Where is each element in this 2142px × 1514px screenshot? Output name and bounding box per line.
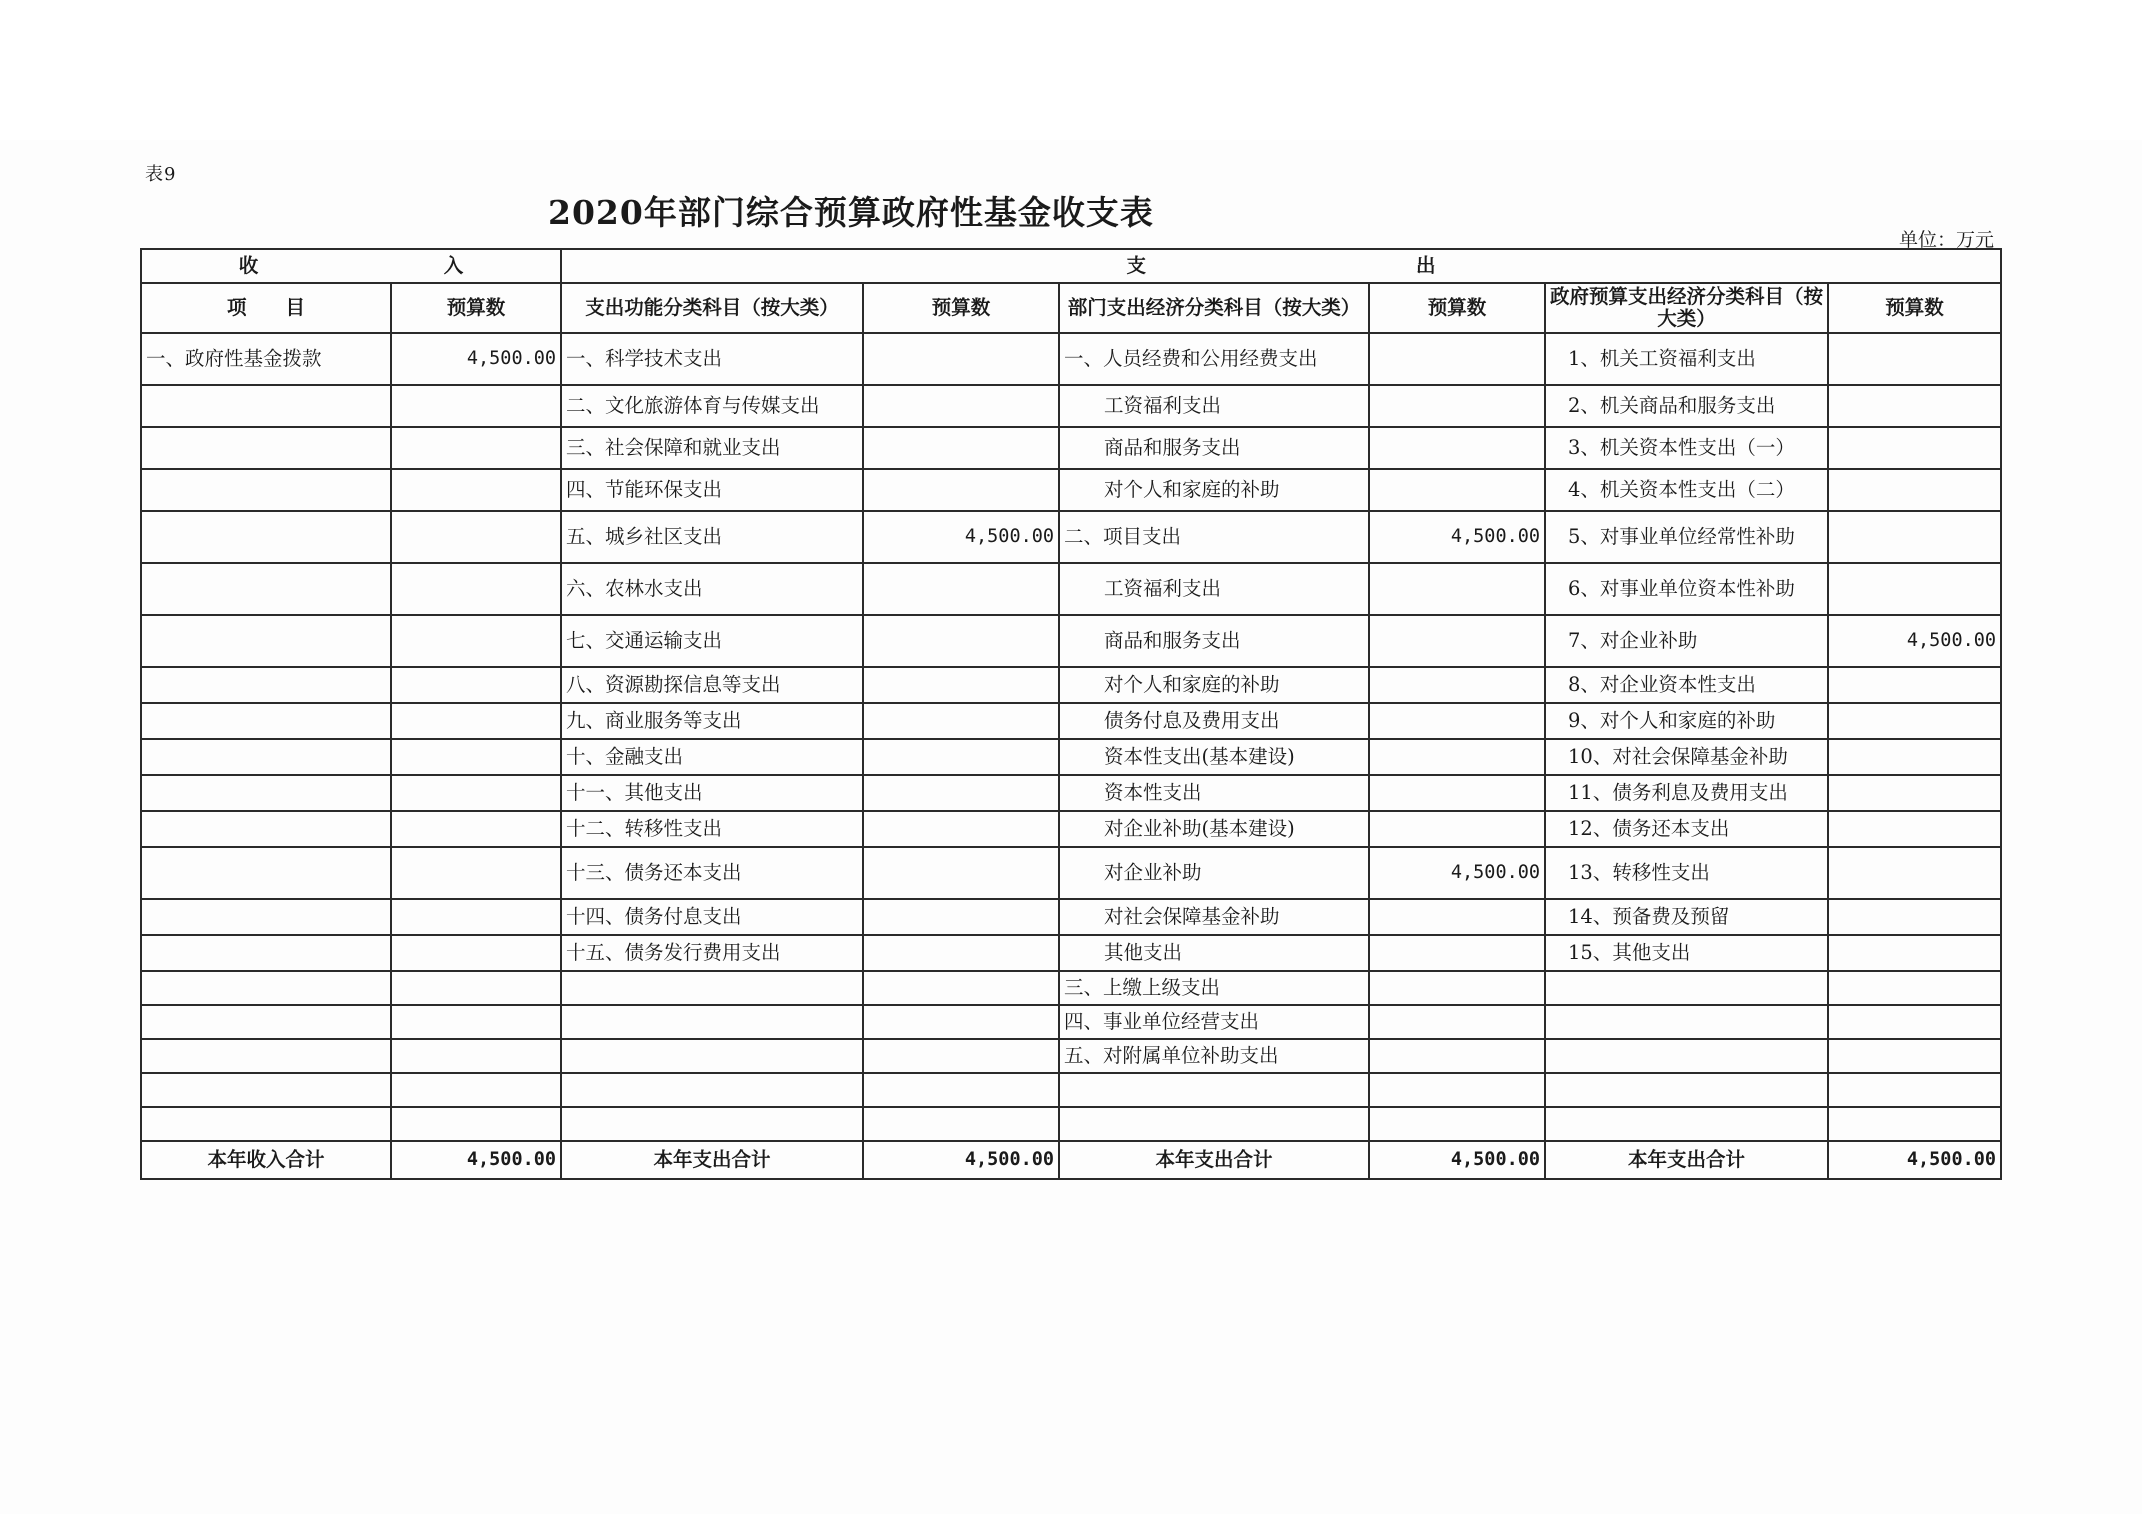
item-cell: 六、农林水支出 <box>561 563 863 615</box>
table-row <box>141 333 2001 385</box>
table-number: 表9 <box>145 164 177 185</box>
amount-cell <box>391 739 561 775</box>
amount-cell <box>391 935 561 971</box>
amount-cell: 4,500.00 <box>863 511 1059 563</box>
item-cell: 11、债务利息及费用支出 <box>1545 775 1828 811</box>
item-cell <box>1059 1073 1369 1107</box>
item-cell <box>1545 1073 1828 1107</box>
amount-cell <box>1828 469 2001 511</box>
table-row <box>141 1005 2001 1039</box>
item-cell: 7、对企业补助 <box>1545 615 1828 667</box>
amount-cell <box>391 469 561 511</box>
amount-cell <box>1828 385 2001 427</box>
item-cell <box>141 427 391 469</box>
amount-cell <box>1369 469 1545 511</box>
scan-top-margin <box>0 0 2142 140</box>
budget-table <box>140 248 2002 1180</box>
item-cell: 三、上缴上级支出 <box>1059 971 1369 1005</box>
header-cell: 预算数 <box>863 283 1059 333</box>
amount-cell <box>391 811 561 847</box>
amount-cell <box>863 703 1059 739</box>
amount-cell <box>1828 899 2001 935</box>
amount-cell <box>863 427 1059 469</box>
item-cell: 3、机关资本性支出（一） <box>1545 427 1828 469</box>
table-row <box>141 511 2001 563</box>
amount-cell <box>1828 1005 2001 1039</box>
item-cell <box>1545 1005 1828 1039</box>
amount-cell <box>391 563 561 615</box>
item-cell <box>1545 1107 1828 1141</box>
item-cell <box>141 1005 391 1039</box>
amount-cell <box>863 333 1059 385</box>
item-cell: 一、科学技术支出 <box>561 333 863 385</box>
item-cell: 十三、债务还本支出 <box>561 847 863 899</box>
amount-cell <box>863 385 1059 427</box>
band-row <box>141 249 2001 283</box>
amount-cell <box>863 1073 1059 1107</box>
amount-cell <box>1369 935 1545 971</box>
header-cell: 政府预算支出经济分类科目（按大类） <box>1545 283 1828 333</box>
item-cell <box>141 703 391 739</box>
item-cell: 商品和服务支出 <box>1059 427 1369 469</box>
amount-cell <box>1828 703 2001 739</box>
item-cell: 五、对附属单位补助支出 <box>1059 1039 1369 1073</box>
amount-cell <box>1369 563 1545 615</box>
table-row <box>141 811 2001 847</box>
amount-cell <box>1369 1039 1545 1073</box>
amount-cell <box>1369 667 1545 703</box>
amount-cell <box>863 775 1059 811</box>
item-cell: 十四、债务付息支出 <box>561 899 863 935</box>
total-label-cell: 本年支出合计 <box>561 1141 863 1179</box>
amount-cell: 4,500.00 <box>1828 615 2001 667</box>
amount-cell <box>391 667 561 703</box>
item-cell: 一、人员经费和公用经费支出 <box>1059 333 1369 385</box>
item-cell: 一、政府性基金拨款 <box>141 333 391 385</box>
amount-cell <box>863 563 1059 615</box>
header-cell: 预算数 <box>1828 283 2001 333</box>
item-cell: 对个人和家庭的补助 <box>1059 469 1369 511</box>
amount-cell <box>1369 427 1545 469</box>
amount-cell <box>391 511 561 563</box>
item-cell <box>561 1107 863 1141</box>
amount-cell <box>1828 847 2001 899</box>
amount-cell <box>1828 563 2001 615</box>
amount-cell <box>391 847 561 899</box>
item-cell: 二、文化旅游体育与传媒支出 <box>561 385 863 427</box>
table-row <box>141 971 2001 1005</box>
item-cell <box>561 1039 863 1073</box>
header-cell: 支出功能分类科目（按大类） <box>561 283 863 333</box>
amount-cell <box>863 971 1059 1005</box>
table-row <box>141 385 2001 427</box>
table-body <box>141 249 2001 1179</box>
amount-cell <box>391 427 561 469</box>
table-row <box>141 427 2001 469</box>
amount-cell <box>391 1039 561 1073</box>
header-cell: 预算数 <box>391 283 561 333</box>
amount-cell <box>391 385 561 427</box>
item-cell <box>141 1073 391 1107</box>
expense-band-char: 出 <box>1416 254 1436 277</box>
total-row <box>141 1141 2001 1179</box>
table-row <box>141 899 2001 935</box>
item-cell: 工资福利支出 <box>1059 563 1369 615</box>
item-cell <box>141 667 391 703</box>
item-cell: 5、对事业单位经常性补助 <box>1545 511 1828 563</box>
item-cell <box>141 739 391 775</box>
amount-cell: 4,500.00 <box>391 333 561 385</box>
expense-band-char: 支 <box>1126 254 1146 277</box>
header-cell: 项 目 <box>141 283 391 333</box>
table-row <box>141 739 2001 775</box>
header-cell: 预算数 <box>1369 283 1545 333</box>
item-cell: 五、城乡社区支出 <box>561 511 863 563</box>
amount-cell <box>863 811 1059 847</box>
item-cell: 十二、转移性支出 <box>561 811 863 847</box>
item-cell: 八、资源勘探信息等支出 <box>561 667 863 703</box>
amount-cell <box>863 1039 1059 1073</box>
table-row <box>141 847 2001 899</box>
amount-cell <box>863 469 1059 511</box>
table-row <box>141 1107 2001 1141</box>
item-cell <box>561 1005 863 1039</box>
item-cell <box>141 775 391 811</box>
table-row <box>141 469 2001 511</box>
item-cell: 十五、债务发行费用支出 <box>561 935 863 971</box>
item-cell: 14、预备费及预留 <box>1545 899 1828 935</box>
table-row <box>141 563 2001 615</box>
amount-cell <box>1369 703 1545 739</box>
table-row <box>141 935 2001 971</box>
amount-cell <box>1369 615 1545 667</box>
item-cell: 债务付息及费用支出 <box>1059 703 1369 739</box>
table-row <box>141 615 2001 667</box>
item-cell: 十一、其他支出 <box>561 775 863 811</box>
amount-cell <box>1369 1073 1545 1107</box>
item-cell: 商品和服务支出 <box>1059 615 1369 667</box>
item-cell <box>141 511 391 563</box>
item-cell: 九、商业服务等支出 <box>561 703 863 739</box>
amount-cell <box>863 899 1059 935</box>
item-cell: 8、对企业资本性支出 <box>1545 667 1828 703</box>
item-cell <box>141 563 391 615</box>
page-title: 2020年部门综合预算政府性基金收支表 <box>548 193 1154 232</box>
item-cell <box>141 469 391 511</box>
item-cell: 其他支出 <box>1059 935 1369 971</box>
item-cell <box>141 971 391 1005</box>
item-cell: 2、机关商品和服务支出 <box>1545 385 1828 427</box>
amount-cell <box>1369 811 1545 847</box>
item-cell: 资本性支出 <box>1059 775 1369 811</box>
total-amount-cell: 4,500.00 <box>1828 1141 2001 1179</box>
item-cell: 15、其他支出 <box>1545 935 1828 971</box>
total-amount-cell: 4,500.00 <box>391 1141 561 1179</box>
item-cell <box>561 1073 863 1107</box>
item-cell: 资本性支出(基本建设) <box>1059 739 1369 775</box>
income-band-char: 入 <box>443 254 464 277</box>
item-cell: 三、社会保障和就业支出 <box>561 427 863 469</box>
table-row <box>141 1073 2001 1107</box>
amount-cell <box>863 847 1059 899</box>
total-amount-cell: 4,500.00 <box>1369 1141 1545 1179</box>
amount-cell <box>1828 427 2001 469</box>
amount-cell <box>1369 1107 1545 1141</box>
item-cell: 对企业补助(基本建设) <box>1059 811 1369 847</box>
amount-cell <box>391 899 561 935</box>
header-row <box>141 283 2001 333</box>
amount-cell <box>1369 971 1545 1005</box>
item-cell <box>141 899 391 935</box>
item-cell: 四、事业单位经营支出 <box>1059 1005 1369 1039</box>
income-band-char: 收 <box>238 254 259 277</box>
item-cell: 对企业补助 <box>1059 847 1369 899</box>
amount-cell <box>863 739 1059 775</box>
amount-cell <box>863 1005 1059 1039</box>
item-cell <box>1545 1039 1828 1073</box>
table-row <box>141 703 2001 739</box>
item-cell: 七、交通运输支出 <box>561 615 863 667</box>
amount-cell <box>1828 775 2001 811</box>
amount-cell <box>1369 1005 1545 1039</box>
item-cell: 1、机关工资福利支出 <box>1545 333 1828 385</box>
income-band <box>141 249 561 283</box>
item-cell: 对个人和家庭的补助 <box>1059 667 1369 703</box>
unit-label: 单位：万元 <box>1898 229 1994 251</box>
amount-cell <box>1369 899 1545 935</box>
item-cell <box>141 1107 391 1141</box>
amount-cell <box>1828 935 2001 971</box>
total-label-cell: 本年支出合计 <box>1059 1141 1369 1179</box>
amount-cell <box>1828 1039 2001 1073</box>
item-cell <box>1059 1107 1369 1141</box>
amount-cell <box>863 667 1059 703</box>
amount-cell: 4,500.00 <box>1369 511 1545 563</box>
item-cell: 对社会保障基金补助 <box>1059 899 1369 935</box>
amount-cell <box>391 1005 561 1039</box>
item-cell: 4、机关资本性支出（二） <box>1545 469 1828 511</box>
item-cell <box>141 1039 391 1073</box>
item-cell <box>141 385 391 427</box>
table-row <box>141 667 2001 703</box>
item-cell <box>561 971 863 1005</box>
item-cell: 工资福利支出 <box>1059 385 1369 427</box>
amount-cell <box>1369 385 1545 427</box>
item-cell: 四、节能环保支出 <box>561 469 863 511</box>
item-cell <box>141 847 391 899</box>
item-cell <box>1545 971 1828 1005</box>
item-cell: 十、金融支出 <box>561 739 863 775</box>
amount-cell <box>1828 511 2001 563</box>
amount-cell <box>1369 775 1545 811</box>
amount-cell <box>1369 739 1545 775</box>
amount-cell <box>1828 333 2001 385</box>
item-cell <box>141 615 391 667</box>
amount-cell <box>1828 1073 2001 1107</box>
amount-cell <box>1828 739 2001 775</box>
item-cell: 6、对事业单位资本性补助 <box>1545 563 1828 615</box>
item-cell <box>141 935 391 971</box>
item-cell: 10、对社会保障基金补助 <box>1545 739 1828 775</box>
amount-cell <box>863 1107 1059 1141</box>
amount-cell <box>391 703 561 739</box>
amount-cell <box>1828 971 2001 1005</box>
amount-cell <box>863 935 1059 971</box>
table-row <box>141 1039 2001 1073</box>
amount-cell <box>391 775 561 811</box>
header-cell: 部门支出经济分类科目（按大类） <box>1059 283 1369 333</box>
item-cell: 13、转移性支出 <box>1545 847 1828 899</box>
table-row <box>141 775 2001 811</box>
amount-cell <box>391 971 561 1005</box>
amount-cell <box>1828 1107 2001 1141</box>
amount-cell <box>863 615 1059 667</box>
item-cell: 12、债务还本支出 <box>1545 811 1828 847</box>
amount-cell <box>391 1107 561 1141</box>
item-cell: 二、项目支出 <box>1059 511 1369 563</box>
expense-band <box>561 249 2001 283</box>
amount-cell <box>1369 333 1545 385</box>
amount-cell <box>391 615 561 667</box>
total-label-cell: 本年收入合计 <box>141 1141 391 1179</box>
amount-cell <box>1828 811 2001 847</box>
amount-cell <box>391 1073 561 1107</box>
amount-cell <box>1828 667 2001 703</box>
total-label-cell: 本年支出合计 <box>1545 1141 1828 1179</box>
item-cell: 9、对个人和家庭的补助 <box>1545 703 1828 739</box>
amount-cell: 4,500.00 <box>1369 847 1545 899</box>
item-cell <box>141 811 391 847</box>
total-amount-cell: 4,500.00 <box>863 1141 1059 1179</box>
